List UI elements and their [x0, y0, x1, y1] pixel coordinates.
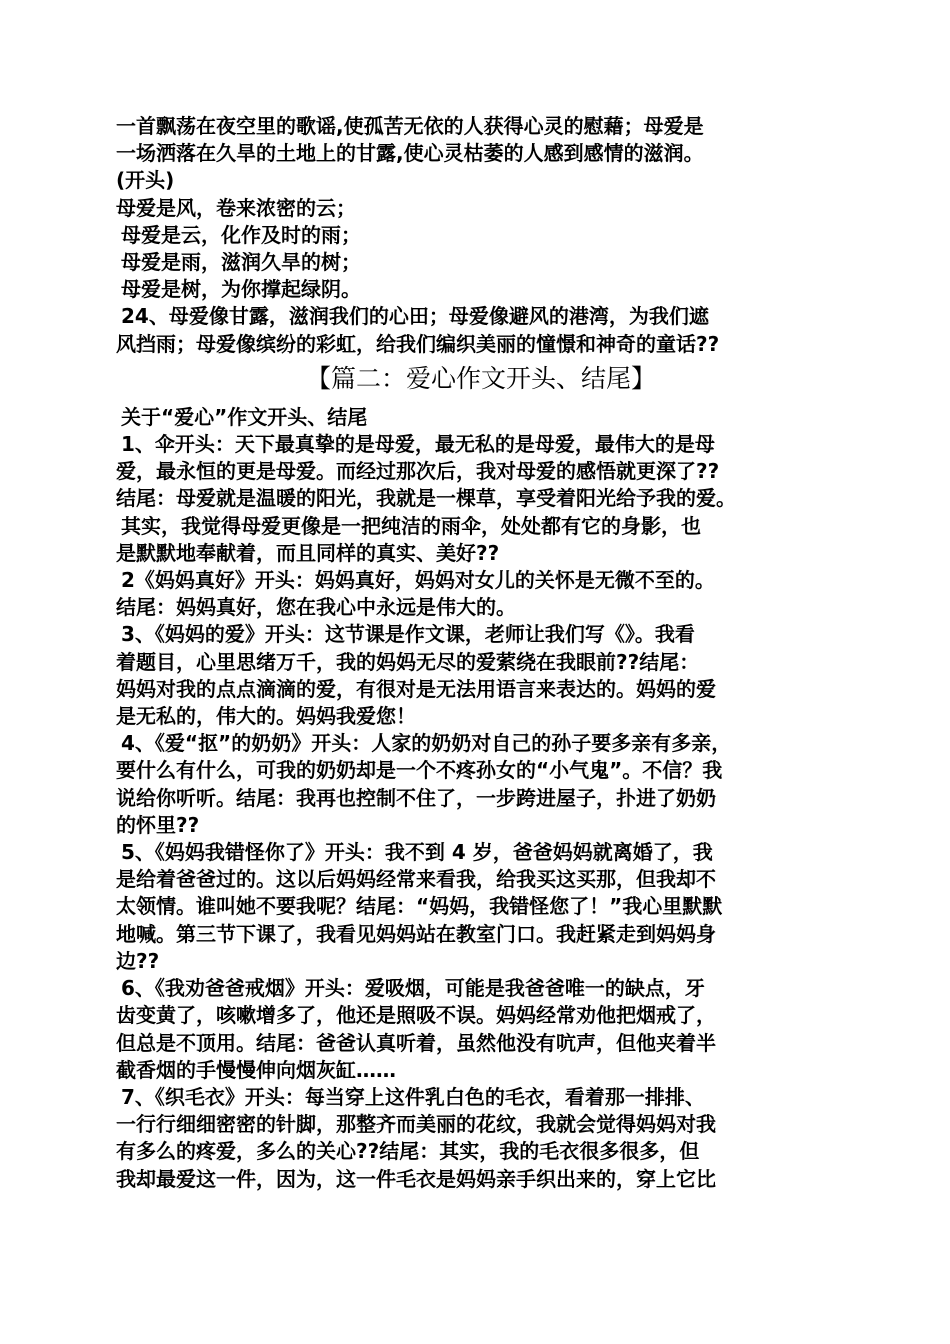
section-heading: 【篇二：爱心作文开头、结尾】 — [305, 363, 656, 393]
body-line: 关于“爱心”作文开头、结尾 — [121, 404, 368, 429]
body-line: 要什么有什么，可我的奶奶却是一个不疼孙女的“小气鬼”。不信？我 — [116, 758, 723, 783]
body-line: 边?? — [116, 948, 160, 973]
body-line: 结尾：妈妈真好，您在我心中永远是伟大的。 — [116, 595, 516, 620]
body-block — [116, 404, 846, 1193]
intro-line: 母爱是云，化作及时的雨； — [121, 222, 361, 247]
body-line: 4、《爱“抠”的奶奶》开头：人家的奶奶对自己的孙子要多亲有多亲， — [121, 731, 732, 756]
body-line: 7、《织毛衣》开头：每当穿上这件乳白色的毛衣，看着那一排排、 — [121, 1084, 705, 1109]
body-line: 我却最爱这一件，因为，这一件毛衣是妈妈亲手织出来的，穿上它比 — [116, 1166, 716, 1191]
body-line: 是给着爸爸过的。这以后妈妈经常来看我，给我买这买那，但我却不 — [116, 867, 716, 892]
intro-line: (开头) — [116, 168, 175, 193]
body-line: 2《妈妈真好》开头：妈妈真好，妈妈对女儿的关怀是无微不至的。 — [121, 568, 715, 593]
body-line: 妈妈对我的点点滴滴的爱，有很对是无法用语言来表达的。妈妈的爱 — [116, 676, 716, 701]
intro-line: 母爱是雨，滋润久旱的树； — [121, 250, 361, 275]
body-line: 1、伞开头：天下最真挚的是母爱，最无私的是母爱，最伟大的是母 — [121, 432, 715, 457]
body-line: 3、《妈妈的爱》开头：这节课是作文课，老师让我们写《》。我看 — [121, 622, 695, 647]
body-line: 一行行细细密密的针脚，那整齐而美丽的花纹，我就会觉得妈妈对我 — [116, 1112, 716, 1137]
intro-block — [116, 113, 846, 358]
body-line: 地喊。第三节下课了，我看见妈妈站在教室门口。我赶紧走到妈妈身 — [116, 921, 716, 946]
body-line: 其实，我觉得母爱更像是一把纯洁的雨伞，处处都有它的身影，也 — [121, 513, 701, 538]
body-line: 说给你听听。结尾：我再也控制不住了，一步跨进屋子，扑进了奶奶 — [116, 785, 716, 810]
body-line: 5、《妈妈我错怪你了》开头：我不到 4 岁，爸爸妈妈就离婚了，我 — [121, 840, 713, 865]
body-line: 着题目，心里思绪万千，我的妈妈无尽的爱萦绕在我眼前??结尾： — [116, 649, 700, 674]
intro-line: 风挡雨；母爱像缤纷的彩虹，给我们编织美丽的憧憬和神奇的童话?? — [116, 331, 720, 356]
body-line: 的怀里?? — [116, 812, 200, 837]
intro-line: 24、母爱像甘露，滋润我们的心田；母爱像避风的港湾，为我们遮 — [121, 304, 709, 329]
body-line: 爱，最永恒的更是母爱。而经过那次后，我对母爱的感悟就更深了?? — [116, 459, 720, 484]
body-line: 有多么的疼爱，多么的关心??结尾：其实，我的毛衣很多很多，但 — [116, 1139, 700, 1164]
body-line: 太领情。谁叫她不要我呢？结尾：“妈妈，我错怪您了！”我心里默默 — [116, 894, 723, 919]
body-line: 截香烟的手慢慢伸向烟灰缸…… — [116, 1057, 396, 1082]
body-line: 但总是不顶用。结尾：爸爸认真听着，虽然他没有吭声，但他夹着半 — [116, 1030, 716, 1055]
body-line: 是无私的，伟大的。妈妈我爱您！ — [116, 704, 416, 729]
document-page — [116, 113, 846, 1193]
body-line: 齿变黄了，咳嗽增多了，他还是照吸不误。妈妈经常劝他把烟戒了， — [116, 1003, 716, 1028]
intro-line: 母爱是风，卷来浓密的云； — [116, 195, 356, 220]
body-line: 是默默地奉献着，而且同样的真实、美好?? — [116, 540, 500, 565]
body-line: 结尾：母爱就是温暖的阳光，我就是一棵草，享受着阳光给予我的爱。 — [116, 486, 736, 511]
intro-line: 母爱是树，为你撑起绿阴。 — [121, 277, 361, 302]
intro-line: 一场洒落在久旱的土地上的甘露,使心灵枯萎的人感到感情的滋润。 — [116, 141, 704, 166]
body-line: 6、《我劝爸爸戒烟》开头：爱吸烟，可能是我爸爸唯一的缺点，牙 — [121, 976, 705, 1001]
intro-line: 一首飘荡在夜空里的歌谣,使孤苦无依的人获得心灵的慰藉；母爱是 — [116, 114, 704, 138]
